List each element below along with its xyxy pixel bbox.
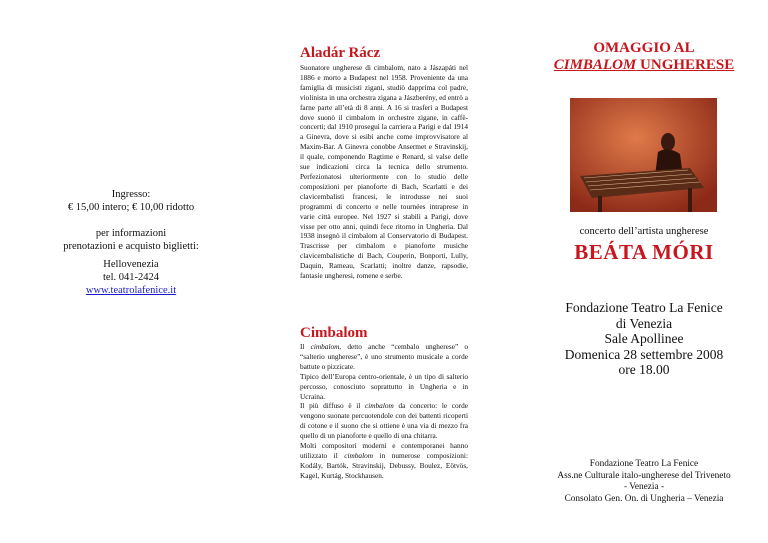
racz-biography: Suonatore ungherese di cimbalom, nato a Jászapáti nel 1886 e morto a Budapest nel 1958. Proveniente da una famiglia di musicisti zigani, studiò dapprima col padre, violinista in una orchestra zigana a Jászberény, ed entrò a farne parte all’età di 8 anni. A 16 si trasferì a Budapest dove suonò il cimbalom in orchestre zigane, in caffè-concerti; dal 1910 proseguì la carriera a Parigi e dal 1914 a Ginevra, dove si esibì anche come improvvisatore al Maxim-Bar. A Ginevra conobbe Ansermet e Stravinskij, il quale, componendo Ragtime e Renard, si valse delle sue indicazioni circa la tecnica dello strumento. Perfezionatosi ulteriormente con lo studio delle composizioni per pianoforte di Bach, Scarlatti e dei clavicembalisti francesi, le introdusse nei suoi programmi di concerto e nelle tournées intraprese in varie città europee. Nel 1927 si stabilì a Parigi, dove visse per otto anni, quindi fece ritorno in Ungheria. Dal 1938 insegnò il cimbalom al Conservatorio di Budapest. Trascrisse per cimbalom e pianoforte musiche clavicembalistiche di Bach, Couperin, Bonporti, Lully, Daquin, Rameau, Scarlatti; inoltre danze, rapsodie, fantasie ungheresi, romene e serbe. bbox=[300, 63, 468, 281]
cimbalom-paragraph-1: Il cimbalom, detto anche “cembalo ungherese” o “salterio ungherese”, è uno strumento musicale a corde battute o pizzicate. bbox=[300, 342, 468, 371]
cimbalom-paragraph-3: Il più diffuso è il cimbalom da concerto: le corde vengono suonate percuotendole con dei battenti ricoperti di cotone e il suono che si ottiene è una via di mezzo fra quello di un pianoforte e quello di una chitarra. bbox=[300, 401, 468, 441]
event-time: ore 18.00 bbox=[618, 362, 670, 377]
box-office-phone: tel. 041-2424 bbox=[103, 272, 159, 283]
contact-info bbox=[0, 227, 262, 253]
ticket-price: € 15,00 intero; € 10,00 ridotto bbox=[67, 202, 195, 213]
organizer-4: Consolato Gen. On. di Ungheria – Venezia bbox=[564, 493, 724, 504]
artist-name: BEÁTA MÓRI bbox=[574, 240, 714, 264]
box-office bbox=[0, 258, 262, 297]
organizer-3: - Venezia - bbox=[623, 482, 665, 492]
performer-photo-illustration bbox=[570, 98, 717, 212]
event-title-line-1: OMAGGIO AL bbox=[593, 40, 695, 56]
event-title-line-2: CIMBALOM UNGHERESE bbox=[553, 57, 735, 73]
concert-label: concerto dell’artista ungherese bbox=[579, 226, 709, 237]
venue-line-3: Sale Apollinee bbox=[604, 331, 684, 346]
website-link[interactable]: www.teatrolafenice.it bbox=[85, 285, 177, 296]
ingresso-label: Ingresso: bbox=[111, 189, 151, 200]
cimbalom-paragraph-4: Molti compositori moderni e contemporanei hanno utilizzato il cimbalom in numerose composizioni: Kodály, Bartók, Stravinskij, Debussy, Boulez, Eötvös, Kagel, Kurtág, Stockhausen. bbox=[300, 441, 468, 480]
ticket-info bbox=[0, 188, 262, 214]
venue-line-2: di Venezia bbox=[615, 315, 673, 331]
box-office-name: Hellovenezia bbox=[103, 259, 159, 270]
event-title bbox=[520, 40, 768, 74]
info-line-2: prenotazioni e acquisto biglietti: bbox=[63, 241, 199, 252]
racz-heading: Aladár Rácz bbox=[300, 45, 381, 61]
venue-details bbox=[520, 300, 768, 378]
venue-line-1: Fondazione Teatro La Fenice bbox=[565, 300, 723, 315]
cimbalom-heading: Cimbalom bbox=[300, 325, 368, 341]
cimbalom-text bbox=[300, 342, 468, 481]
organizer-2: Ass.ne Culturale italo-ungherese del Triveneto bbox=[557, 470, 731, 481]
cimbalom-paragraph-2: Tipico dell’Europa centro-orientale, è un tipo di salterio percosso, conosciuto soprattutto in Ungheria e in Ucraina. bbox=[300, 371, 468, 401]
event-date: Domenica 28 settembre 2008 bbox=[564, 346, 724, 362]
organizers bbox=[520, 459, 768, 505]
organizer-1: Fondazione Teatro La Fenice bbox=[589, 459, 699, 469]
middle-column bbox=[300, 0, 468, 543]
info-line-1: per informazioni bbox=[95, 228, 167, 239]
performer-photo bbox=[570, 98, 717, 212]
